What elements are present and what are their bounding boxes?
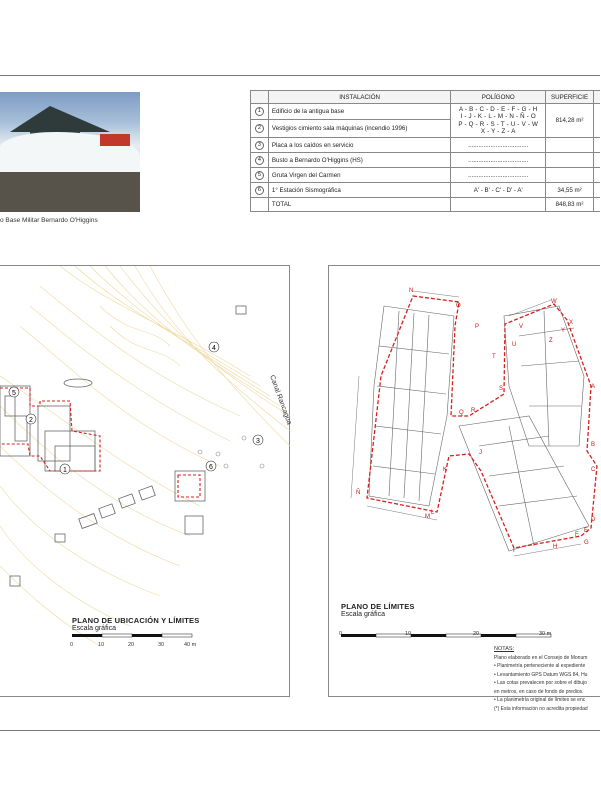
marker-6: 6 bbox=[209, 464, 213, 471]
left-plan-title: PLANO DE UBICACIÓN Y LÍMITES bbox=[72, 616, 200, 625]
right-plan-title: PLANO DE LÍMITES bbox=[341, 602, 415, 611]
left-scale-tick: 30 bbox=[158, 642, 165, 648]
vertex-X: X bbox=[569, 320, 574, 326]
row-name: Gruta Virgen del Carmen bbox=[268, 168, 450, 183]
location-plan-drawing bbox=[0, 266, 293, 698]
vertex-A: A bbox=[591, 384, 596, 390]
vertex-M: M bbox=[425, 514, 430, 520]
note-line: en metros, en caso de fondo de predios. bbox=[494, 688, 584, 695]
vertex-L: L bbox=[431, 510, 435, 516]
note-line: (*) Esta información no acredita propiedad bbox=[494, 705, 588, 712]
note-line: • Planimetría perteneciente al expediente bbox=[494, 663, 586, 669]
right-scale-tick: 30 m bbox=[539, 631, 552, 637]
group-polygon: A - B - C - D - E - F - G - H I - J - K - L - M - N - Ñ - O P - Q - R - S - T - U - V - W X - Y - Z - A bbox=[451, 104, 546, 138]
vertex-J: J bbox=[479, 450, 482, 456]
vertex-W: W bbox=[551, 299, 557, 305]
vertex-B: B bbox=[591, 442, 596, 448]
installation-table bbox=[250, 90, 600, 212]
left-scale-tick: 40 m bbox=[184, 642, 197, 648]
row-surface: 34,55 m² bbox=[546, 183, 594, 198]
vertex-I: I bbox=[513, 548, 515, 554]
contour-lines bbox=[0, 266, 293, 646]
row-polygon: ................................... bbox=[451, 168, 546, 183]
row-polygon: ................................... bbox=[451, 153, 546, 168]
vertex-E: E bbox=[584, 528, 589, 534]
vertex-Y: Y bbox=[561, 328, 566, 334]
boundary-plan-panel bbox=[328, 265, 600, 697]
vertex-labels bbox=[356, 288, 596, 554]
vertex-N: N bbox=[409, 288, 414, 294]
vertex-V: V bbox=[519, 324, 524, 330]
vertex-C: C bbox=[591, 467, 596, 473]
total-label: TOTAL bbox=[268, 198, 450, 212]
left-scale-bar bbox=[72, 634, 192, 637]
marker-2: 2 bbox=[29, 417, 33, 424]
total-row bbox=[251, 198, 601, 212]
left-scale-tick: 10 bbox=[98, 642, 105, 648]
marker-4: 4 bbox=[212, 345, 216, 352]
row-name: Busto a Bernardo O'Higgins (HS) bbox=[268, 153, 450, 168]
header-superficie: SUPERFICIE bbox=[546, 91, 594, 104]
row-polygon: ................................... bbox=[451, 138, 546, 153]
note-line: • Las cotas prevalecen por sobre el dibujo bbox=[494, 680, 587, 686]
right-plan-subtitle: Escala gráfica bbox=[341, 611, 385, 618]
sheet-bottom-border bbox=[0, 730, 600, 731]
right-scale-bar bbox=[341, 634, 551, 637]
interior-walls bbox=[369, 306, 589, 551]
row-number: 5 bbox=[255, 171, 264, 180]
notes-block bbox=[494, 645, 600, 713]
boundary-plan-drawing bbox=[329, 266, 601, 698]
vertex-K: K bbox=[443, 467, 448, 473]
vertex-U: U bbox=[512, 342, 517, 348]
header-poligono: POLÍGONO bbox=[451, 91, 546, 104]
row-name: Edificio de la antigua base bbox=[268, 104, 450, 120]
vertex-D: D bbox=[591, 517, 596, 523]
left-plan-subtitle: Escala gráfica bbox=[72, 625, 116, 632]
note-line: • Levantamiento GPS Datum WGS 84, Hu bbox=[494, 671, 588, 678]
vertex-P: P bbox=[475, 324, 480, 330]
row-number: 6 bbox=[255, 186, 264, 195]
row-polygon: A' - B' - C' - D' - A' bbox=[451, 183, 546, 198]
left-scale-tick: 0 bbox=[70, 642, 74, 648]
table-row bbox=[251, 168, 601, 183]
sheet-top-border bbox=[0, 75, 600, 76]
note-line: • La planimetría original de límites se enc bbox=[494, 697, 586, 703]
marker-5: 5 bbox=[12, 390, 16, 397]
vertex-F: F bbox=[575, 532, 579, 538]
vertex-H: H bbox=[553, 544, 558, 550]
header-instalacion: INSTALACIÓN bbox=[268, 91, 450, 104]
row-number: 2 bbox=[255, 124, 264, 133]
vertex-T: T bbox=[492, 354, 496, 360]
table-row bbox=[251, 153, 601, 168]
vertex-R: R bbox=[471, 408, 476, 414]
group-surface: 814,28 m² bbox=[546, 104, 594, 138]
left-scale-tick: 20 bbox=[128, 642, 135, 648]
vertex-G: G bbox=[584, 540, 589, 546]
right-scale-tick: 10 bbox=[405, 631, 412, 637]
right-scale-tick: 20 bbox=[473, 631, 480, 637]
table-row bbox=[251, 183, 601, 198]
row-name: Placa a los caídos en servicio bbox=[268, 138, 450, 153]
total-value: 848,83 m² bbox=[546, 198, 594, 212]
row-number: 1 bbox=[255, 107, 264, 116]
canal-label: Canal Rancagua bbox=[268, 374, 293, 426]
row-number: 4 bbox=[255, 156, 264, 165]
location-plan-panel bbox=[0, 265, 293, 697]
numbered-markers bbox=[9, 342, 263, 474]
vertex-Z: Z bbox=[549, 338, 553, 344]
vertex-Q: Q bbox=[459, 410, 464, 416]
table-row bbox=[251, 138, 601, 153]
marker-1: 1 bbox=[63, 467, 67, 474]
row-number: 3 bbox=[255, 141, 264, 150]
dimension-lines bbox=[351, 291, 581, 556]
vertex-O: O bbox=[456, 303, 461, 309]
base-photo bbox=[0, 92, 140, 212]
vertex-S: S bbox=[499, 386, 504, 392]
photo-caption: o Base Militar Bernardo O'Higgins bbox=[0, 217, 98, 224]
row-name: Vestigios cimiento sala máquinas (incendio 1996) bbox=[268, 120, 450, 138]
note-line: Plano elaborado en el Consejo de Monum bbox=[494, 654, 588, 661]
row-name: 1° Estación Sismográfica bbox=[268, 183, 450, 198]
marker-3: 3 bbox=[256, 438, 260, 445]
table-row bbox=[251, 104, 601, 120]
right-scale-tick: 0 bbox=[339, 631, 343, 637]
notes-title: NOTAS: bbox=[494, 646, 515, 652]
vertex-Ñ: Ñ bbox=[356, 490, 361, 496]
